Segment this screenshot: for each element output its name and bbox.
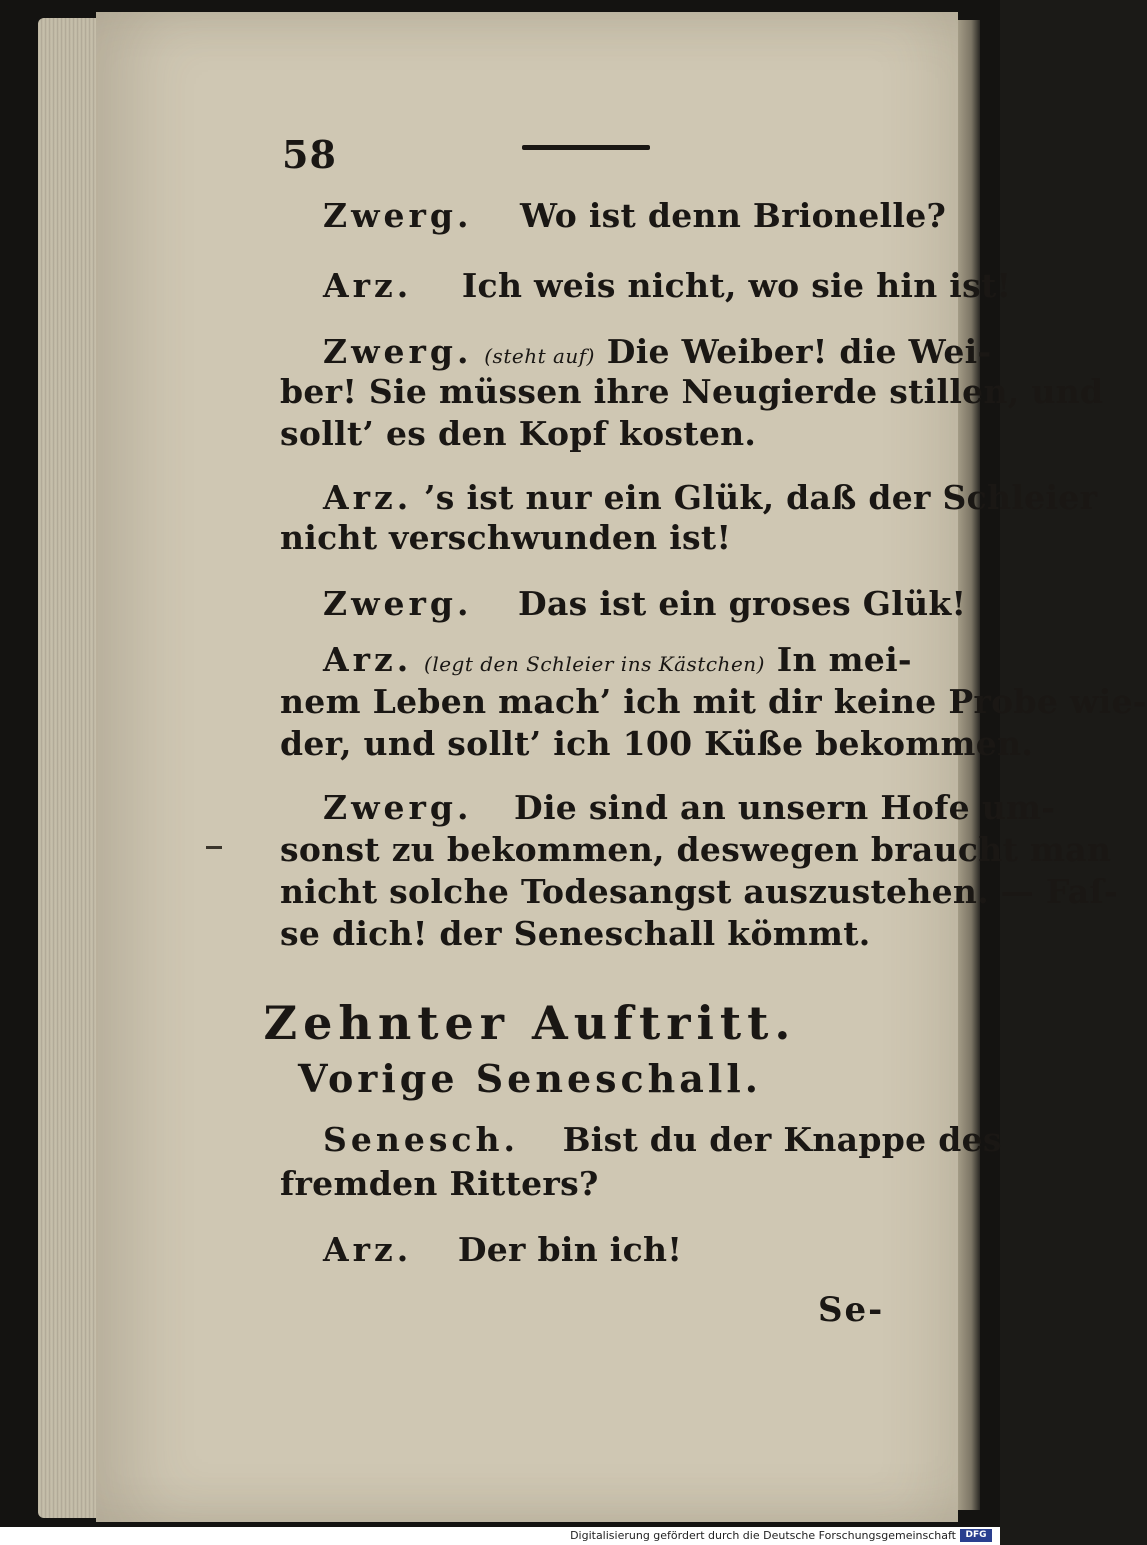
line-text: Ich weis nicht, wo sie hin ist!: [461, 266, 1012, 305]
catchword: Se-: [818, 1290, 885, 1330]
speaker: Arz.: [323, 478, 413, 517]
scene-title: Zehnter Auftritt.: [263, 996, 797, 1050]
text-line: [323, 266, 1011, 305]
speaker: Arz.: [323, 266, 413, 305]
text-line: [280, 372, 1103, 411]
speaker: Zwerg.: [323, 196, 473, 235]
line-text: ber! Sie müssen ihre Neugierde stillen, und: [280, 372, 1104, 411]
text-line: [323, 196, 946, 235]
line-text: Bist du der Knappe des: [562, 1120, 1002, 1159]
margin-mark: [206, 846, 222, 849]
text-line: [280, 724, 1033, 763]
header-rule: [522, 145, 650, 150]
speaker: Arz.: [323, 1230, 413, 1269]
text-line: [323, 478, 1097, 517]
text-line: [280, 914, 871, 953]
text-line: [280, 872, 1118, 911]
line-text: se dich! der Seneschall kömmt.: [280, 914, 871, 953]
line-text: sollt’ es den Kopf kosten.: [280, 414, 757, 453]
line-text: der, und sollt’ ich 100 Küße bekommen.: [280, 724, 1034, 763]
line-text: Der bin ich!: [457, 1230, 683, 1269]
page-edges-right: [958, 20, 980, 1510]
line-text: nicht solche Todesangst auszustehen. — Faſ-: [280, 872, 1118, 911]
line-text: Wo ist denn Brionelle?: [520, 196, 947, 235]
text-line: [323, 1120, 1002, 1159]
line-text: ’s ist nur ein Glük, daß der Schleier: [424, 478, 1098, 517]
stage-direction: (steht auf): [484, 344, 595, 368]
line-text: nicht verschwunden ist!: [280, 518, 732, 557]
line-text: Das ist ein groses Glük!: [518, 584, 967, 623]
dfg-logo: DFG: [960, 1529, 992, 1542]
line-text: fremden Ritters?: [280, 1164, 599, 1203]
text-line: [280, 518, 731, 557]
speaker: Senesch.: [323, 1120, 519, 1159]
page-number: 58: [282, 132, 337, 177]
line-text: Die sind an unsern Hofe um-: [514, 788, 1056, 827]
line-text: Die Weiber! die Wei-: [606, 332, 992, 371]
scene-subtitle: Vorige Seneschall.: [297, 1056, 763, 1101]
text-line: [323, 1230, 682, 1269]
speaker: Zwerg.: [323, 332, 473, 371]
speaker: Zwerg.: [323, 584, 473, 623]
text-line: [280, 682, 1147, 721]
text-line: [280, 1164, 599, 1203]
text-line: [323, 640, 912, 679]
digitization-credit: Digitalisierung gefördert durch die Deutsche Forschungsgemeinschaft: [570, 1529, 956, 1542]
text-line: [323, 332, 991, 371]
line-text: In mei-: [776, 640, 912, 679]
text-line: [323, 788, 1055, 827]
text-line: [323, 584, 966, 623]
text-line: [280, 414, 756, 453]
text-line: [280, 830, 1111, 869]
speaker: Arz.: [323, 640, 413, 679]
speaker: Zwerg.: [323, 788, 473, 827]
line-text: sonst zu bekommen, deswegen braucht man: [280, 830, 1112, 869]
line-text: nem Leben mach’ ich mit dir keine Probe wie-: [280, 682, 1147, 721]
stage-direction: (legt den Schleier ins Kästchen): [424, 652, 765, 676]
